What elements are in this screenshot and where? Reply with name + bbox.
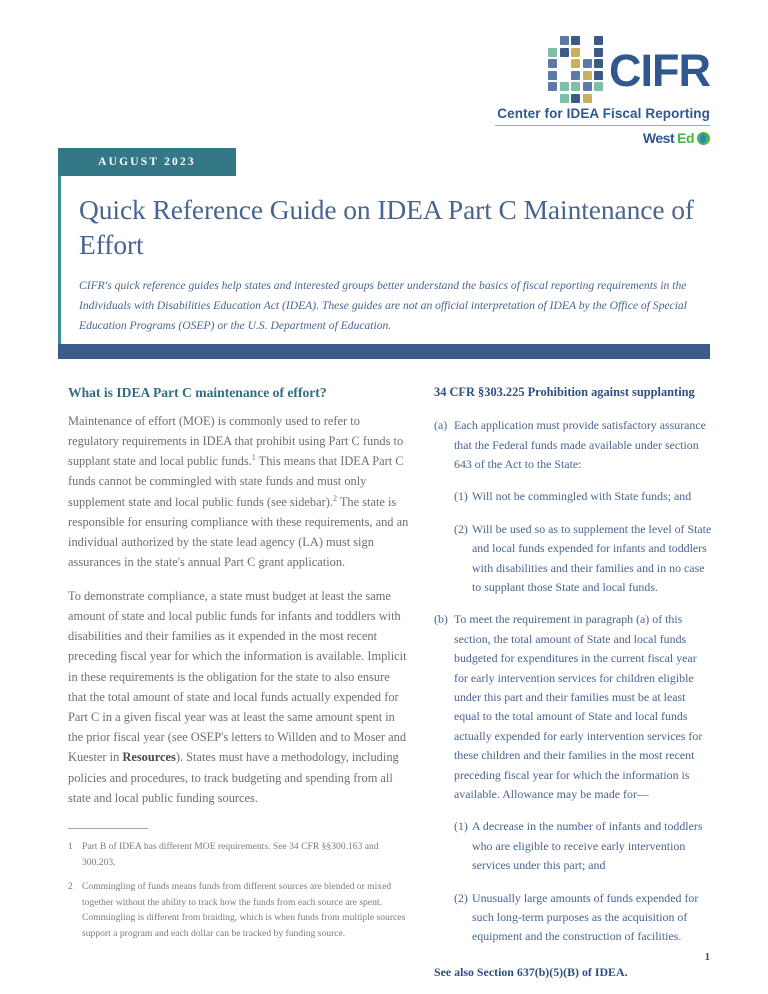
- logo-grid-cell: [560, 48, 569, 57]
- wested-west-text: West: [642, 130, 675, 146]
- regulation-item-marker: (1): [454, 819, 468, 834]
- page-number: 1: [704, 952, 710, 963]
- logo-grid-cell: [583, 71, 592, 80]
- regulation-item-marker: (a): [434, 418, 448, 433]
- regulation-item-text: A decrease in the number of infants and toddlers who are eligible to receive early intervention services under this part; and: [472, 819, 703, 873]
- cifr-logo: [495, 36, 710, 146]
- regulation-list: [434, 416, 712, 947]
- logo-grid-cell: [560, 59, 569, 68]
- logo-grid-cell: [583, 94, 592, 103]
- regulation-item: [454, 487, 712, 506]
- logo-grid-cell: [548, 82, 557, 91]
- wested-logo: [495, 130, 710, 146]
- logo-grid-cell: [571, 94, 580, 103]
- logo-grid-cell: [548, 59, 557, 68]
- left-paragraph-2: [68, 586, 410, 808]
- logo-grid-cell: [571, 71, 580, 80]
- page-title: Quick Reference Guide on IDEA Part C Maintenance of Effort: [79, 194, 694, 261]
- logo-grid-cell: [594, 82, 603, 91]
- logo-grid-cell: [560, 94, 569, 103]
- logo-grid-cell: [560, 71, 569, 80]
- logo-grid-cell: [583, 48, 592, 57]
- regulation-item-text: Each application must provide satisfactory assurance that the Federal funds made available under section 643 of the Act to the State:: [454, 418, 706, 471]
- logo-divider: [495, 125, 710, 127]
- left-paragraph-1: [68, 411, 410, 573]
- logo-grid-cell: [583, 59, 592, 68]
- logo-grid-cell: [548, 36, 557, 45]
- regulation-item-marker: (1): [454, 489, 468, 504]
- footnote-ref-2: 2: [332, 493, 337, 503]
- para1-seg-b: This means that IDEA Part C funds cannot be commingled with state funds and must only supplement state and local public funds (see sidebar).: [68, 454, 404, 509]
- regulation-item-marker: (2): [454, 890, 468, 905]
- globe-icon: [697, 132, 710, 145]
- regulation-item: [434, 610, 712, 804]
- right-column: [434, 384, 712, 980]
- footnote-list: [68, 839, 410, 941]
- para1-seg-c: The state is responsible for ensuring compliance with these requirements, and an individual authorized by the state lead agency (LA) must sign assurances in the state's annual Part C grant application.: [68, 494, 409, 570]
- regulation-item: [454, 817, 712, 875]
- logo-grid-cell: [571, 59, 580, 68]
- regulation-item-text: Will not be commingled with State funds; and: [472, 489, 692, 504]
- para1-seg-a: Maintenance of effort (MOE) is commonly used to refer to regulatory requirements in IDEA that prohibit using Part C funds to supplant state and local public funds.: [68, 413, 404, 469]
- footnote-text: Commingling of funds means funds from different sources are blended or mixed together without the ability to track how the funds from each source are spent. Commingling is different from braiding, which is when funds from multiple sources support a program and each dollar can be tracked by funding source.: [82, 881, 406, 939]
- wested-ed-text: Ed: [677, 130, 694, 146]
- resources-link[interactable]: Resources: [122, 750, 176, 765]
- regulation-item: [454, 520, 712, 598]
- para2-seg-b: ). States must have a methodology, including policies and procedures, to track budgeting and spending from all state and local public funding sources.: [68, 750, 399, 805]
- title-block: [58, 176, 710, 350]
- regulation-item-text: To meet the requirement in paragraph (a) of this section, the total amount of State and local funds budgeted for expenditures in the current fiscal year for early intervention services for children eligible under this part and their families must be at least equal to the total amount of State and local funds actually expended for early intervention services for these children and their families in the most recent preceding fiscal year for which the information is available. Allowance may be made for—: [454, 612, 703, 802]
- logo-grid-icon: [548, 36, 603, 103]
- date-badge: AUGUST 2023: [58, 148, 236, 176]
- left-section-heading: What is IDEA Part C maintenance of effort?: [68, 385, 327, 400]
- footnote-item: [68, 879, 410, 941]
- title-accent-bar: [58, 344, 710, 359]
- logo-grid-cell: [583, 36, 592, 45]
- regulation-item-text: Unusually large amounts of funds expended for such long-term purposes as the acquisition of equipment and the construction of facilities.: [472, 890, 699, 944]
- left-column: [68, 384, 410, 821]
- logo-grid-cell: [548, 48, 557, 57]
- logo-tagline: Center for IDEA Fiscal Reporting: [497, 105, 710, 121]
- footnote-number: 2: [68, 881, 73, 893]
- regulation-item-marker: (b): [434, 612, 448, 627]
- logo-grid-cell: [560, 82, 569, 91]
- footnotes-block: [68, 828, 410, 950]
- logo-grid-cell: [571, 82, 580, 91]
- regulation-heading: 34 CFR §303.225 Prohibition against supplanting: [434, 385, 695, 399]
- closing-note: See also Section 637(b)(5)(B) of IDEA.: [434, 964, 628, 979]
- logo-grid-cell: [571, 48, 580, 57]
- footnote-text: Part B of IDEA has different MOE requirements. See 34 CFR §§300.163 and 300.203.: [82, 841, 379, 868]
- regulation-item-marker: (2): [454, 521, 468, 536]
- logo-grid-cell: [594, 36, 603, 45]
- footnote-number: 1: [68, 841, 73, 853]
- logo-grid-cell: [583, 82, 592, 91]
- logo-grid-cell: [571, 36, 580, 45]
- logo-grid-cell: [594, 59, 603, 68]
- logo-wordmark: CIFR: [609, 44, 710, 96]
- regulation-item: [434, 416, 712, 474]
- regulation-item-text: Will be used so as to supplement the level of State and local funds expended for infants and toddlers with disabilities and their families and in no case to supplant those State and local funds.: [472, 521, 712, 594]
- footnote-item: [68, 839, 410, 870]
- logo-main-row: [495, 36, 710, 105]
- regulation-item: [454, 889, 712, 947]
- logo-grid-cell: [594, 71, 603, 80]
- footnote-divider: [68, 828, 148, 829]
- logo-grid-cell: [548, 94, 557, 103]
- logo-grid-cell: [594, 48, 603, 57]
- intro-paragraph: CIFR's quick reference guides help states and interested groups better understand the basics of fiscal reporting requirements in the Individuals with Disabilities Education Act (IDEA). These guides are not an official interpretation of IDEA by the Office of Special Education Programs (OSEP) or the U.S. Department of Education.: [79, 279, 687, 333]
- logo-grid-cell: [560, 36, 569, 45]
- logo-grid-cell: [548, 71, 557, 80]
- footnote-ref-1: 1: [251, 453, 256, 463]
- para2-seg-a: To demonstrate compliance, a state must budget at least the same amount of state and local public funds for infants and toddlers with disabilities and their families as it expended in the most recent preceding fiscal year for which the information is available. Implicit in these requirements is the obligation for the state to also ensure that the total amount of state and local funds actually expended for Part C in a given fiscal year was at least the same amount spent in the prior fiscal year (see OSEP's letters to Willden and to Moser and Kuester in: [68, 588, 407, 765]
